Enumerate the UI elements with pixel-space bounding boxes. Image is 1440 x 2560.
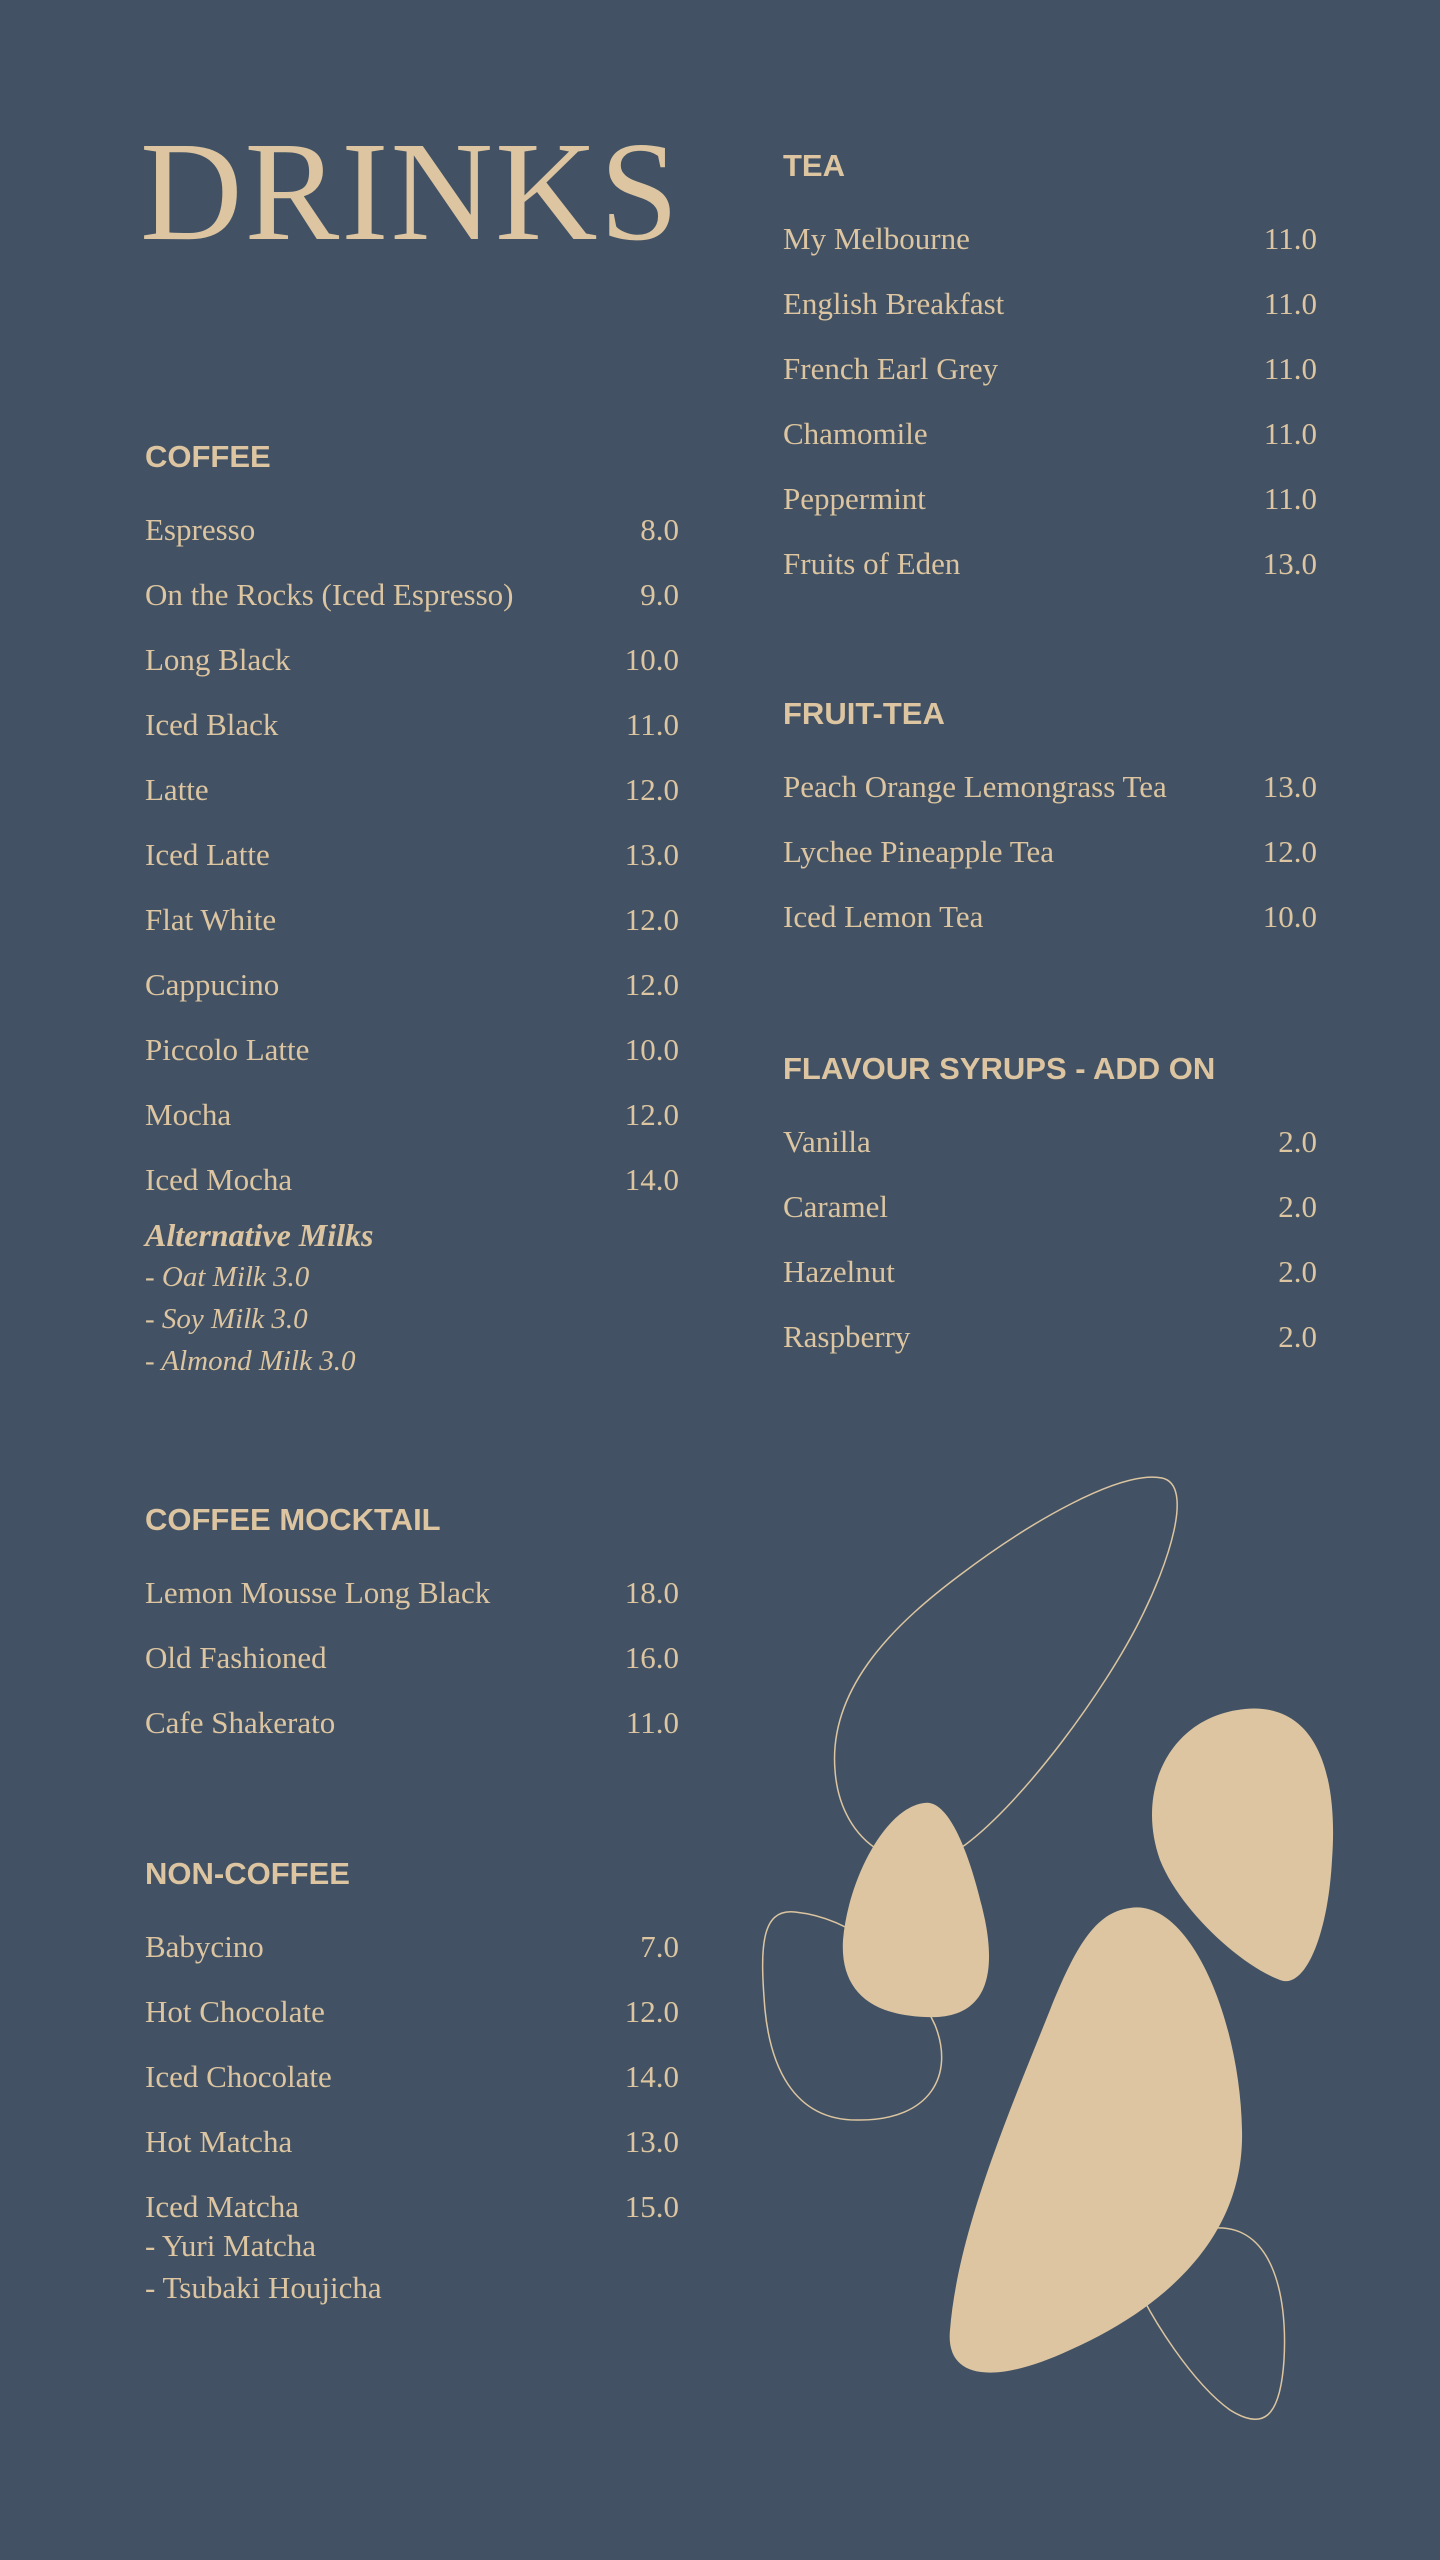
item-price: 13.0 (624, 837, 679, 872)
item-price: 12.0 (624, 967, 679, 1002)
milk-option: - Almond Milk 3.0 (145, 1345, 356, 1377)
coffee-mocktail-heading: COFFEE MOCKTAIL (145, 1502, 441, 1537)
item-price: 9.0 (640, 577, 679, 612)
item-price: 12.0 (1262, 834, 1317, 869)
item-name: Iced Latte (145, 837, 270, 872)
pebble-outline-large (835, 1477, 1178, 1861)
item-name: On the Rocks (Iced Espresso) (145, 577, 514, 612)
item-name: Hot Matcha (145, 2124, 293, 2159)
item-price: 16.0 (624, 1640, 679, 1675)
fruit-tea-heading: FRUIT-TEA (783, 696, 945, 731)
item-price: 13.0 (1262, 769, 1317, 804)
item-price: 11.0 (1263, 221, 1317, 256)
item-price: 11.0 (625, 707, 679, 742)
item-price: 2.0 (1278, 1189, 1317, 1224)
item-name: Iced Chocolate (145, 2059, 332, 2094)
item-name: Vanilla (783, 1124, 871, 1159)
item-name: Raspberry (783, 1319, 911, 1354)
item-name: French Earl Grey (783, 351, 999, 386)
item-price: 10.0 (624, 1032, 679, 1067)
item-name: Iced Matcha (145, 2189, 300, 2224)
item-price: 12.0 (624, 902, 679, 937)
item-name: Iced Mocha (145, 1162, 293, 1197)
item-price: 13.0 (624, 2124, 679, 2159)
item-name: Hot Chocolate (145, 1994, 325, 2029)
matcha-option: - Yuri Matcha (145, 2228, 317, 2263)
item-name: Lychee Pineapple Tea (783, 834, 1054, 869)
item-price: 11.0 (1263, 351, 1317, 386)
item-name: Espresso (145, 512, 256, 547)
item-price: 15.0 (624, 2189, 679, 2224)
item-price: 8.0 (640, 512, 679, 547)
item-name: Lemon Mousse Long Black (145, 1575, 491, 1610)
item-name: Peach Orange Lemongrass Tea (783, 769, 1167, 804)
item-name: Piccolo Latte (145, 1032, 310, 1067)
item-price: 13.0 (1262, 546, 1317, 581)
item-price: 14.0 (624, 2059, 679, 2094)
item-name: English Breakfast (783, 286, 1005, 321)
item-name: My Melbourne (783, 221, 970, 256)
milk-option: - Soy Milk 3.0 (145, 1303, 308, 1335)
item-name: Iced Black (145, 707, 279, 742)
item-name: Hazelnut (783, 1254, 895, 1289)
item-name: Babycino (145, 1929, 264, 1964)
item-price: 11.0 (1263, 286, 1317, 321)
item-name: Fruits of Eden (783, 546, 961, 581)
item-name: Peppermint (783, 481, 926, 516)
item-price: 12.0 (624, 1097, 679, 1132)
item-price: 11.0 (625, 1705, 679, 1740)
item-name: Flat White (145, 902, 277, 937)
alternative-milks-title: Alternative Milks (145, 1217, 374, 1253)
pebble-filled-large (950, 1907, 1242, 2372)
item-name: Cappucino (145, 967, 280, 1002)
matcha-option: - Tsubaki Houjicha (145, 2270, 382, 2305)
milk-option: - Oat Milk 3.0 (145, 1261, 310, 1293)
item-price: 12.0 (624, 1994, 679, 2029)
menu-title: DRINKS (140, 112, 681, 270)
item-price: 14.0 (624, 1162, 679, 1197)
item-price: 11.0 (1263, 416, 1317, 451)
item-name: Cafe Shakerato (145, 1705, 336, 1740)
item-name: Mocha (145, 1097, 232, 1132)
pebble-filled-small (843, 1803, 989, 2017)
item-name: Latte (145, 772, 209, 807)
item-name: Caramel (783, 1189, 889, 1224)
item-price: 10.0 (1262, 899, 1317, 934)
non-coffee-heading: NON-COFFEE (145, 1856, 350, 1891)
item-price: 2.0 (1278, 1254, 1317, 1289)
item-name: Chamomile (783, 416, 928, 451)
item-price: 7.0 (640, 1929, 679, 1964)
item-name: Iced Lemon Tea (783, 899, 984, 934)
item-price: 11.0 (1263, 481, 1317, 516)
item-price: 18.0 (624, 1575, 679, 1610)
item-price: 10.0 (624, 642, 679, 677)
item-name: Old Fashioned (145, 1640, 327, 1675)
flavour-syrups-heading: FLAVOUR SYRUPS - ADD ON (783, 1051, 1216, 1086)
item-price: 12.0 (624, 772, 679, 807)
coffee-heading: COFFEE (145, 439, 271, 474)
item-name: Long Black (145, 642, 291, 677)
item-price: 2.0 (1278, 1124, 1317, 1159)
tea-heading: TEA (783, 148, 845, 183)
item-price: 2.0 (1278, 1319, 1317, 1354)
